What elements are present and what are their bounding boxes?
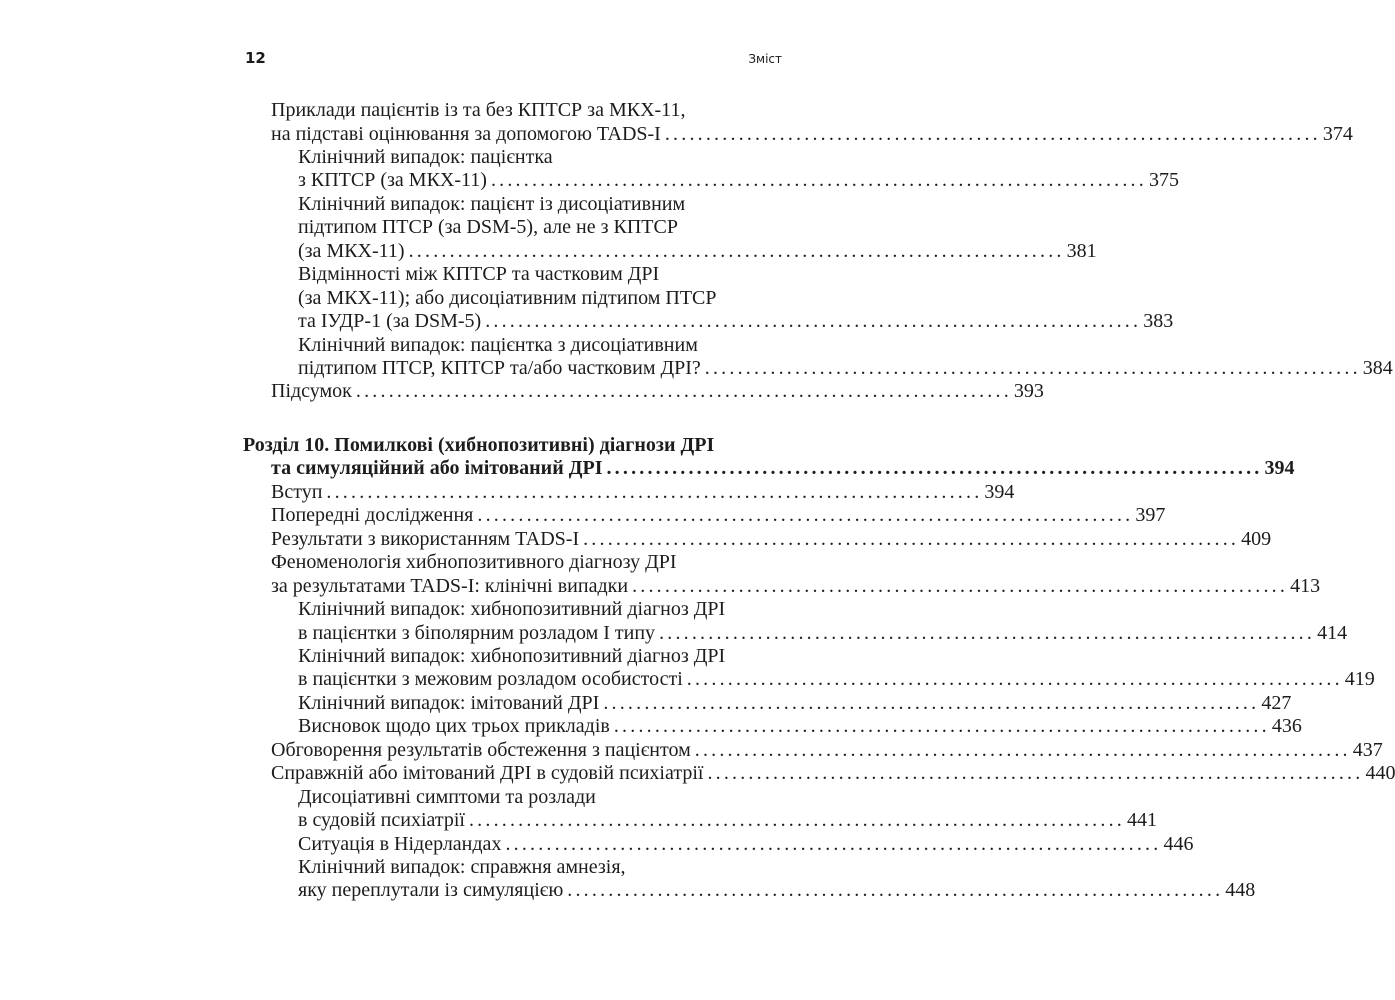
toc-page-number: 440 [1365, 762, 1395, 785]
dot-leader: ................................................................................ [707, 762, 1364, 785]
toc-entry [271, 527, 1272, 551]
toc-entry-line [298, 333, 782, 357]
toc-entry-text: Підсумок [271, 380, 352, 403]
toc-entry-text: Обговорення результатів обстеження з пацієнтом [271, 738, 691, 761]
page-number: 12 [245, 49, 266, 67]
toc-entry-text: Клінічний випадок: справжня амнезія, [298, 856, 626, 878]
toc-page-number: 383 [1143, 310, 1174, 332]
toc-entry-text: Клінічний випадок: пацієнтка з дисоціативним [298, 333, 698, 356]
toc-entry-line [271, 550, 782, 574]
toc-entry-text: Клінічний випадок: імітований ДРІ [298, 691, 600, 714]
toc-entry [298, 168, 1179, 192]
dot-leader: ................................................................................ [606, 457, 1263, 480]
toc-entry-text: Феноменологія хибнопозитивного діагнозу ДРІ [271, 551, 677, 574]
dot-leader: ................................................................................ [659, 621, 1316, 644]
toc-page-number: 393 [1013, 380, 1044, 403]
toc-entry-text: Клінічний випадок: хибнопозитивний діагноз ДРІ [298, 644, 726, 667]
dot-leader: ................................................................................ [583, 527, 1240, 550]
toc-entry-line [298, 597, 782, 621]
toc-page-number: 448 [1225, 879, 1256, 902]
toc-entry [271, 738, 1383, 762]
toc-entry [271, 379, 1044, 403]
dot-leader: ................................................................................ [704, 356, 1361, 379]
dot-leader: ................................................................................ [694, 738, 1351, 761]
toc-entry-text: та симуляційний або імітований ДРІ [271, 457, 603, 480]
toc-entry-text: Ситуація в Нідерландах [298, 832, 502, 855]
toc-page-number: 441 [1126, 809, 1157, 832]
dot-leader: ................................................................................ [355, 380, 1012, 403]
dot-leader: ................................................................................ [613, 715, 1270, 738]
toc-page-number: 413 [1290, 574, 1321, 597]
toc-page-number: 374 [1322, 122, 1353, 145]
toc-entry [298, 808, 1157, 832]
dot-leader: ................................................................................ [686, 668, 1343, 691]
toc-entry [298, 309, 1174, 333]
toc-entry-text: Висновок щодо цих трьох прикладів [298, 715, 610, 738]
toc-entry-text: Клінічний випадок: пацієнт із дисоціативним [298, 192, 686, 215]
toc-entry [271, 761, 1395, 785]
toc-entry [271, 574, 1321, 598]
toc-entry-line [271, 98, 782, 122]
toc-page-number: 384 [1362, 356, 1393, 379]
toc-page-number: 381 [1066, 239, 1097, 262]
toc-entry-text: (за МКХ-11); або дисоціативним підтипом ПТСР [298, 286, 717, 309]
dot-leader: ................................................................................ [326, 480, 983, 503]
toc-entry-line [298, 192, 782, 216]
toc-entry-text: Попередні дослідження [271, 504, 474, 527]
toc-entry [271, 503, 1166, 527]
toc-page-number: 437 [1352, 738, 1383, 761]
toc-entry-text: підтипом ПТСР, КПТСР та/або частковим ДРІ? [298, 356, 701, 379]
toc-entry-text: підтипом ПТСР (за DSM-5), але не з КПТСР [298, 216, 678, 239]
toc-entry-line [298, 785, 782, 809]
toc-page-number: 397 [1135, 504, 1166, 527]
toc-entry-text: та ІУДР-1 (за DSM-5) [298, 310, 482, 332]
toc-entry-text: в судовій психіатрії [298, 809, 465, 832]
dot-leader: ................................................................................ [505, 832, 1162, 855]
dot-leader: ................................................................................ [490, 169, 1147, 192]
toc-entry-text: Результати з використанням TADS-I [271, 527, 580, 550]
toc-entry-line [298, 262, 782, 286]
toc-entry-text: Відмінності між КПТСР та частковим ДРІ [298, 263, 660, 286]
toc-entry-text: Вступ [271, 480, 323, 503]
toc-page-number: 436 [1271, 715, 1302, 738]
toc-entry-text: (за МКХ-11) [298, 239, 405, 262]
toc-page-number: 394 [1264, 457, 1295, 480]
toc-entry-text: Клінічний випадок: хибнопозитивний діагноз ДРІ [298, 598, 726, 620]
toc-entry-text: яку переплутали із симуляцією [298, 879, 564, 902]
toc-entry [298, 239, 1097, 263]
toc-page-number: 409 [1241, 527, 1272, 550]
toc-entry-line [298, 855, 782, 879]
toc-page-number: 375 [1148, 169, 1179, 192]
toc-page-number: 394 [984, 480, 1015, 503]
toc-entry-line [298, 145, 782, 169]
toc-entry [298, 878, 1256, 902]
dot-leader: ................................................................................ [477, 504, 1134, 527]
toc-entry-text: в пацієнтки з межовим розладом особистості [298, 668, 683, 691]
toc-page-number: 446 [1163, 832, 1194, 855]
toc-entry [271, 456, 1295, 480]
toc-entry [298, 832, 1194, 856]
dot-leader: ................................................................................ [603, 691, 1260, 714]
dot-leader: ................................................................................ [567, 879, 1224, 902]
dot-leader: ................................................................................ [632, 574, 1289, 597]
dot-leader: ................................................................................ [485, 310, 1142, 332]
toc-entry-text: Приклади пацієнтів із та без КПТСР за МКХ-11, [271, 99, 686, 121]
toc-entry-line [298, 644, 782, 668]
toc-entry-line [298, 215, 782, 239]
toc-entry-line [243, 433, 782, 457]
toc-page-number: 419 [1344, 668, 1375, 691]
toc-entry-text: за результатами TADS-I: клінічні випадки [271, 574, 629, 597]
toc-entry [298, 714, 1302, 738]
toc-entry-line [298, 286, 782, 310]
toc-entry-text: Справжній або імітований ДРІ в судовій психіатрії [271, 762, 704, 785]
toc-entry-text: Дисоціативні симптоми та розлади [298, 785, 596, 808]
toc-page-number: 427 [1261, 691, 1292, 714]
toc-entry [298, 356, 1393, 380]
toc-entry-text: Клінічний випадок: пацієнтка [298, 145, 553, 168]
toc-entry-text: в пацієнтки з біполярним розладом І типу [298, 621, 656, 644]
toc-entry [298, 667, 1375, 691]
toc-page-number: 414 [1317, 621, 1348, 644]
toc-entry-text: Розділ 10. Помилкові (хибнопозитивні) діагнози ДРІ [243, 433, 715, 456]
running-section-title: Зміст [748, 52, 782, 66]
toc-entry [298, 621, 1348, 645]
toc-entry [271, 480, 1015, 504]
toc-entry [271, 122, 1353, 146]
toc-entry [298, 691, 1292, 715]
dot-leader: ................................................................................ [468, 809, 1125, 832]
toc-entry-text: на підставі оцінювання за допомогою TADS-I [271, 122, 661, 145]
dot-leader: ................................................................................ [408, 239, 1065, 262]
dot-leader: ................................................................................ [664, 122, 1321, 145]
toc-entry-text: з КПТСР (за МКХ-11) [298, 169, 487, 192]
